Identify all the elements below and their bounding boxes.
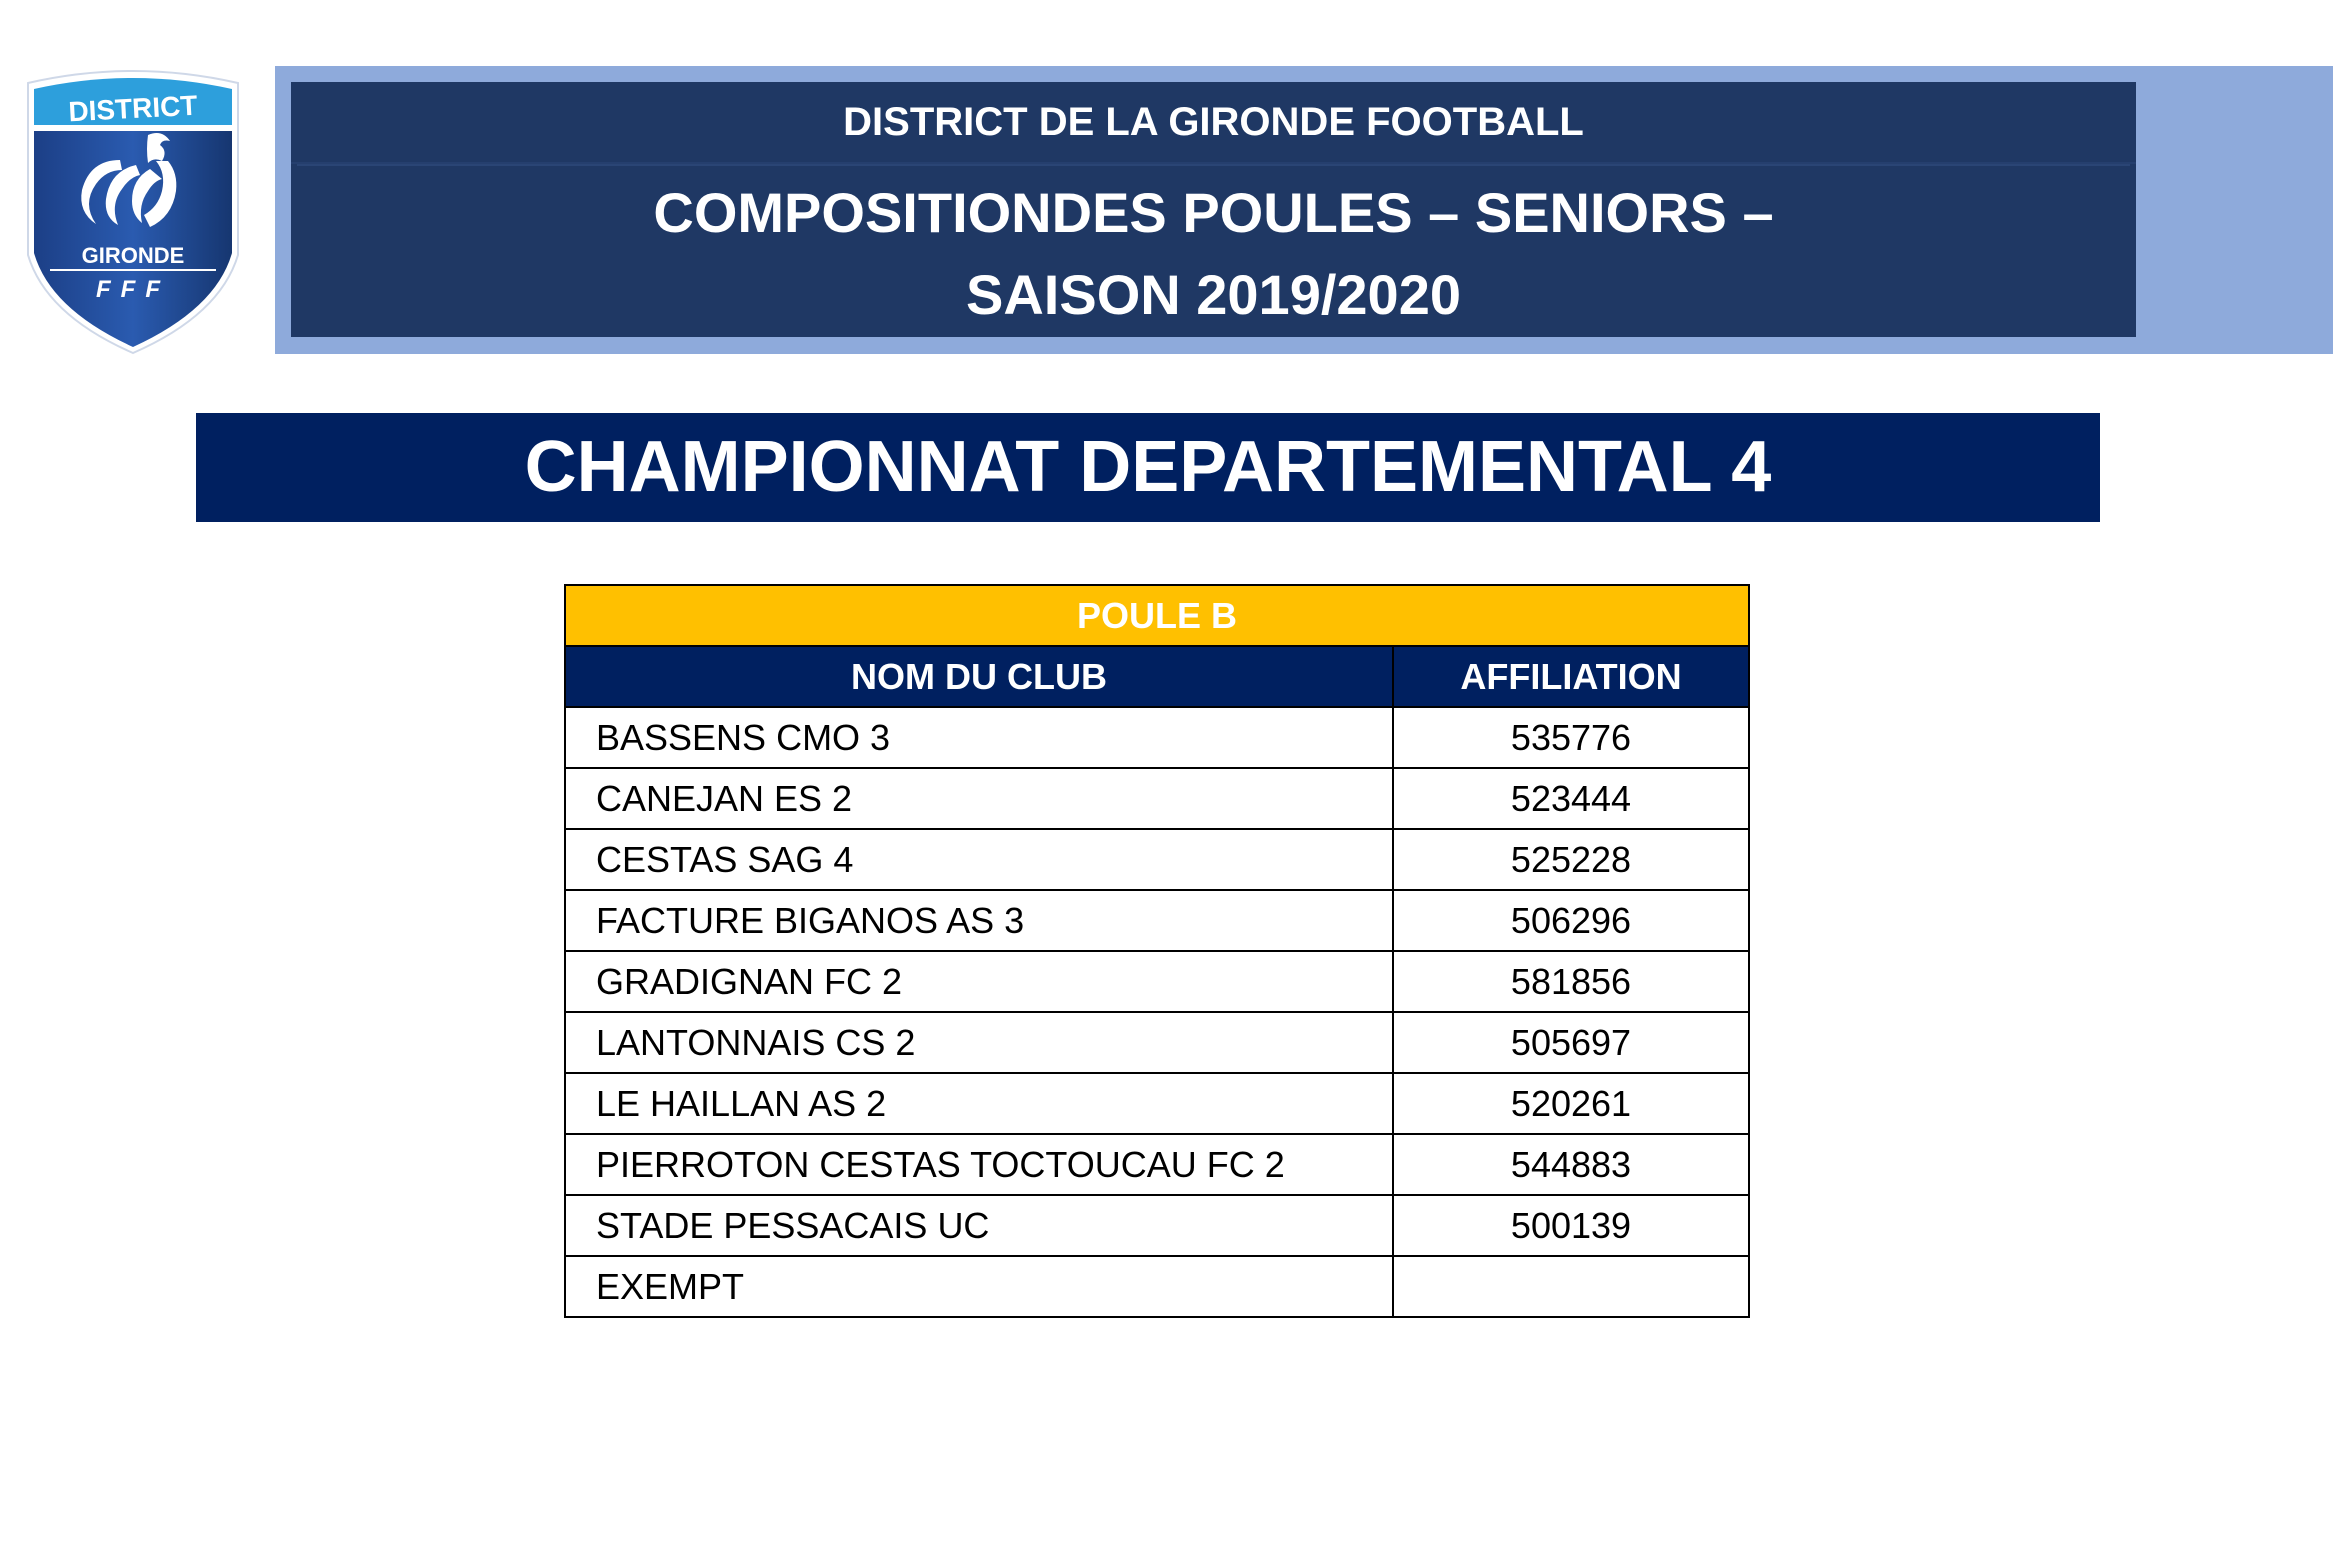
- table-row: [565, 1195, 1749, 1256]
- district-name: DISTRICT DE LA GIRONDE FOOTBALL: [291, 82, 2136, 164]
- club-affiliation: 544883: [1393, 1134, 1749, 1195]
- page-title-line1: COMPOSITIONDES POULES – SENIORS –: [653, 181, 1774, 244]
- table-row: [565, 1012, 1749, 1073]
- championship-banner: CHAMPIONNAT DEPARTEMENTAL 4: [196, 413, 2100, 522]
- club-name: CESTAS SAG 4: [565, 829, 1393, 890]
- club-name: FACTURE BIGANOS AS 3: [565, 890, 1393, 951]
- table-row: [565, 890, 1749, 951]
- club-affiliation: 520261: [1393, 1073, 1749, 1134]
- header-frame: [275, 66, 2333, 354]
- logo-district-text: DISTRICT: [67, 89, 199, 128]
- table-row: [565, 829, 1749, 890]
- table-row: [565, 1134, 1749, 1195]
- column-header-affiliation: AFFILIATION: [1393, 646, 1749, 707]
- logo-gironde-text: GIRONDE: [81, 243, 185, 268]
- table-row: [565, 707, 1749, 768]
- club-name: BASSENS CMO 3: [565, 707, 1393, 768]
- table-row: [565, 951, 1749, 1012]
- club-affiliation: 535776: [1393, 707, 1749, 768]
- page-title-line2: SAISON 2019/2020: [966, 263, 1461, 326]
- club-name: PIERROTON CESTAS TOCTOUCAU FC 2: [565, 1134, 1393, 1195]
- club-affiliation: 505697: [1393, 1012, 1749, 1073]
- table-row: [565, 768, 1749, 829]
- club-affiliation: 525228: [1393, 829, 1749, 890]
- club-affiliation: 581856: [1393, 951, 1749, 1012]
- page-title: [291, 164, 2136, 336]
- club-affiliation: 506296: [1393, 890, 1749, 951]
- logo-fff-text: FFF: [96, 276, 170, 303]
- district-gironde-logo: [20, 65, 246, 357]
- club-affiliation: 523444: [1393, 768, 1749, 829]
- club-name: LE HAILLAN AS 2: [565, 1073, 1393, 1134]
- club-name: CANEJAN ES 2: [565, 768, 1393, 829]
- table-row: [565, 1073, 1749, 1134]
- club-name: GRADIGNAN FC 2: [565, 951, 1393, 1012]
- club-name: LANTONNAIS CS 2: [565, 1012, 1393, 1073]
- poule-title: POULE B: [565, 585, 1749, 646]
- table-row: [565, 1256, 1749, 1317]
- club-affiliation: [1393, 1256, 1749, 1317]
- club-name: STADE PESSACAIS UC: [565, 1195, 1393, 1256]
- club-affiliation: 500139: [1393, 1195, 1749, 1256]
- column-header-club: NOM DU CLUB: [565, 646, 1393, 707]
- poule-table: [564, 584, 1750, 1318]
- header-box: [291, 82, 2136, 337]
- club-name: EXEMPT: [565, 1256, 1393, 1317]
